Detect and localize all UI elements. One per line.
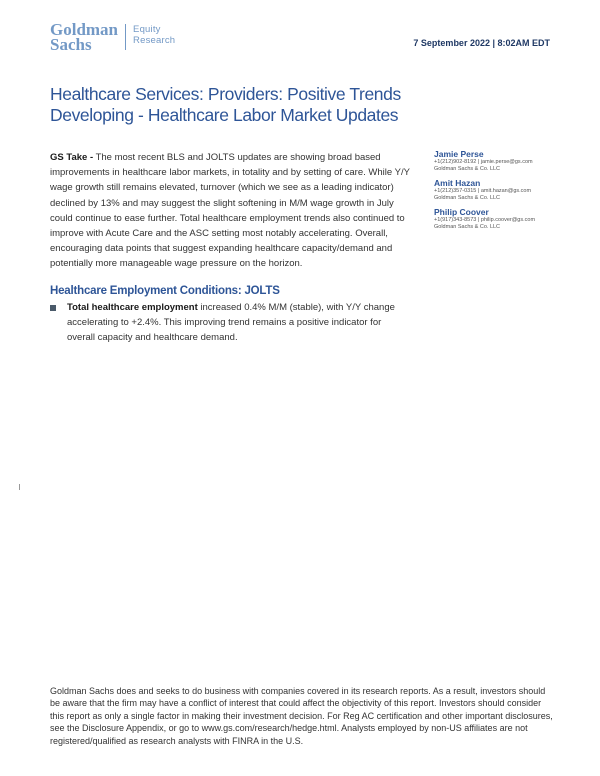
author-list [434,149,564,237]
report-date: 7 September 2022 | 8:02AM EDT [413,38,550,48]
logo-sub-2: Research [133,35,176,46]
gs-take-lead: GS Take - [50,152,94,163]
logo-line-2: Sachs [50,35,92,54]
logo-sub-1: Equity [133,24,161,35]
logo-wordmark [50,22,118,52]
author-entry [434,149,564,172]
author-contact[interactable]: +1(212)357-0315 | amit.hazan@gs.com [434,188,532,195]
logo-subtitle [133,24,175,46]
goldman-sachs-logo [50,22,175,52]
author-contact[interactable]: +1(917)343-8573 | philip.coover@gs.com [434,217,536,224]
bullet-item [50,300,410,346]
author-name[interactable]: Jamie Perse [434,149,484,159]
gs-take-paragraph [50,150,410,272]
report-title: Healthcare Services: Providers: Positive Trends Developing - Healthcare Labor Market Updates [50,84,401,125]
bullet-body: increased 0.4% M/M (stable), with Y/Y change accelerating to +2.4%. This improving trend remains a positive indicator for overall capacity and healthcare demand. [67,302,395,344]
logo-line-1: Goldman [50,20,119,39]
author-firm: Goldman Sachs & Co. LLC [434,223,501,230]
disclosure-text: Goldman Sachs does and seeks to do business with companies covered in its research reports. As a result, investors should be aware that the firm may have a conflict of interest that could affect the objectivity of this report. Investors should consider this report as only a single factor in making their investment decision. For Reg AC certification and other important disclosures, see the Disclosure Appendix, or go to www.gs.com/research/hedge.html. Analysts employed by non-US affiliates are not registered/qualified as research analysts with FINRA in the U.S. [50,686,553,746]
section-heading: Healthcare Employment Conditions: JOLTS [50,285,280,297]
author-entry [434,207,564,230]
bullet-text [67,300,410,346]
author-firm: Goldman Sachs & Co. LLC [434,194,501,201]
author-firm: Goldman Sachs & Co. LLC [434,165,501,172]
bullet-lead: Total healthcare employment [67,302,198,313]
bullet-square-icon [50,305,56,311]
author-name[interactable]: Philip Coover [434,207,489,218]
gs-take-text: The most recent BLS and JOLTS updates are showing broad based improvements in healthcare labor markets, in totality and by setting of care. While Y/Y wage growth still remains elevated, turnover (which we see as a leading indicator) declined by 13% and may suggest the slight softening in M/M wage growth in July could continue to ease further. Total healthcare employment trends also continued to improve with Acute Care and the ASC setting most notably accelerating. Overall, encouraging data points that suggest expanding healthcare capacity/demand and potentially more manageable wage pressure on the horizon. [50,152,410,270]
margin-mark [19,484,20,490]
author-entry [434,178,564,201]
author-name[interactable]: Amit Hazan [434,178,481,189]
logo-divider [125,24,126,50]
author-contact[interactable]: +1(212)902-8192 | jamie.perse@gs.com [434,159,533,165]
